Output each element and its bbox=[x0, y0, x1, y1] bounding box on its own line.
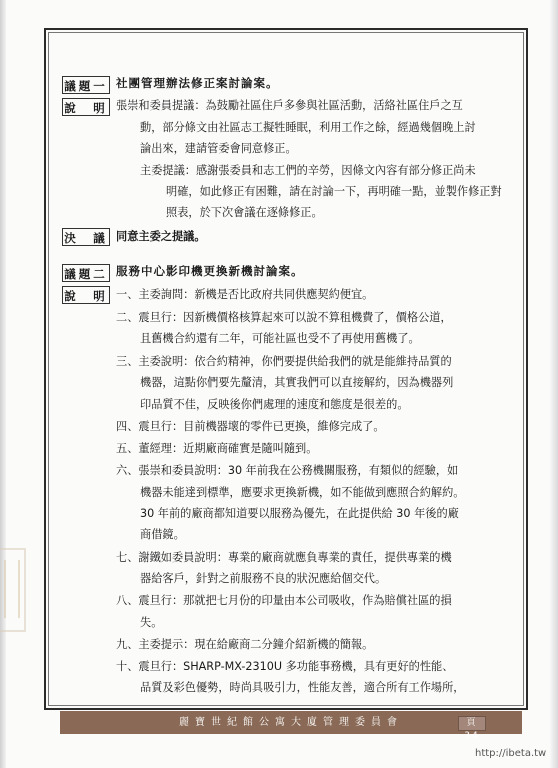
section-one-paragraph-1: 張崇和委員提議：為鼓勵社區住戶多參與社區活動，活絡社區住戶之互 bbox=[116, 99, 463, 112]
discussion-item-7-cont: 器給客戶，針對之前服務不良的狀況應給個交代。 bbox=[140, 572, 387, 585]
discussion-item-6-cont-2: 30 年前的廠商都知道要以服務為優先，在此提供給 30 年後的廠 bbox=[140, 507, 459, 520]
discussion-item-10-cont-1: 品質及彩色優勢，時尚具吸引力，性能友善，適合所有工作場所， bbox=[140, 681, 465, 694]
section-one-paragraph-4: 主委提議：感謝張委員和志工們的辛勞，因條文內容有部分修正尚未 bbox=[140, 164, 476, 177]
page-number: 頁 34 bbox=[458, 716, 486, 731]
discussion-item-8: 八、震旦行：那就把七月份的印量由本公司吸收，作為賠償社區的損 bbox=[116, 594, 452, 607]
agenda-one-title: 社團管理辦法修正案討論案。 bbox=[116, 76, 279, 90]
resolution-label: 決 議 bbox=[62, 228, 110, 246]
discussion-item-1: 一、主委詢問：新機是否比政府共同供應契約便宜。 bbox=[116, 288, 374, 301]
discussion-item-2-cont: 且舊機合約還有二年，可能社區也受不了再使用舊機了。 bbox=[140, 332, 420, 345]
discussion-item-3: 三、主委說明：依合約精神，你們要提供給我們的就是能維持品質的 bbox=[116, 355, 452, 368]
discussion-item-7: 七、謝鐵如委員說明：專業的廠商就應負專業的責任，提供專業的機 bbox=[116, 551, 452, 564]
faint-seal-mark bbox=[0, 548, 26, 632]
discussion-item-6-cont-3: 商借鏡。 bbox=[140, 528, 185, 541]
source-watermark: http://ibeta.tw bbox=[475, 748, 547, 759]
discussion-item-6: 六、張崇和委員說明：30 年前我在公務機關服務，有類似的經驗，如 bbox=[116, 464, 459, 477]
section-one-paragraph-2: 動，部分條文由社區志工擬牲睡眠，利用工作之餘，經過幾個晚上討 bbox=[140, 121, 476, 134]
discussion-item-2: 二、震旦行：因新機價格核算起來可以說不算租機費了，價格公道， bbox=[116, 311, 452, 324]
discussion-item-6-cont-1: 機器未能達到標準，應要求更換新機，如不能做到應照合約解約。 bbox=[140, 486, 465, 499]
section-one-paragraph-5: 明確，如此修正有困難，請在討論一下，再明確一點，並製作修正對 bbox=[166, 185, 502, 198]
discussion-item-3-cont-1: 機器，這點你們要先釐清，其實我們可以直接解約，因為機器列 bbox=[140, 376, 454, 389]
discussion-item-3-cont-2: 印品質不佳，反映後你們處理的速度和態度是很差的。 bbox=[140, 398, 409, 411]
committee-name: 麗寶世紀館公寓大廈管理委員會 bbox=[179, 717, 403, 728]
resolution-text: 同意主委之提議。 bbox=[116, 230, 206, 243]
agenda-one-label: 議題一 bbox=[62, 76, 110, 94]
discussion-item-9: 九、主委提示：現在給廠商二分鐘介紹新機的簡報。 bbox=[116, 638, 374, 651]
footer-banner bbox=[60, 711, 522, 734]
section-one-paragraph-6: 照表，於下次會議在逐條修正。 bbox=[166, 206, 323, 219]
section-one-paragraph-3: 論出來，建請管委會同意修正。 bbox=[140, 142, 297, 155]
explanation-label-two: 說 明 bbox=[62, 286, 110, 304]
discussion-item-8-cont: 失。 bbox=[140, 616, 163, 629]
discussion-item-4: 四、震旦行：目前機器壞的零件已更換，維修完成了。 bbox=[116, 420, 385, 433]
explanation-label-one: 說 明 bbox=[62, 98, 110, 116]
discussion-item-5: 五、董經理：近期廠商確實是隨叫隨到。 bbox=[116, 442, 318, 455]
agenda-two-label: 議題二 bbox=[62, 264, 110, 282]
agenda-two-title: 服務中心影印機更換新機討論案。 bbox=[116, 264, 304, 278]
discussion-item-10: 十、震旦行：SHARP-MX-2310U 多功能事務機，具有更好的性能、 bbox=[116, 660, 454, 673]
